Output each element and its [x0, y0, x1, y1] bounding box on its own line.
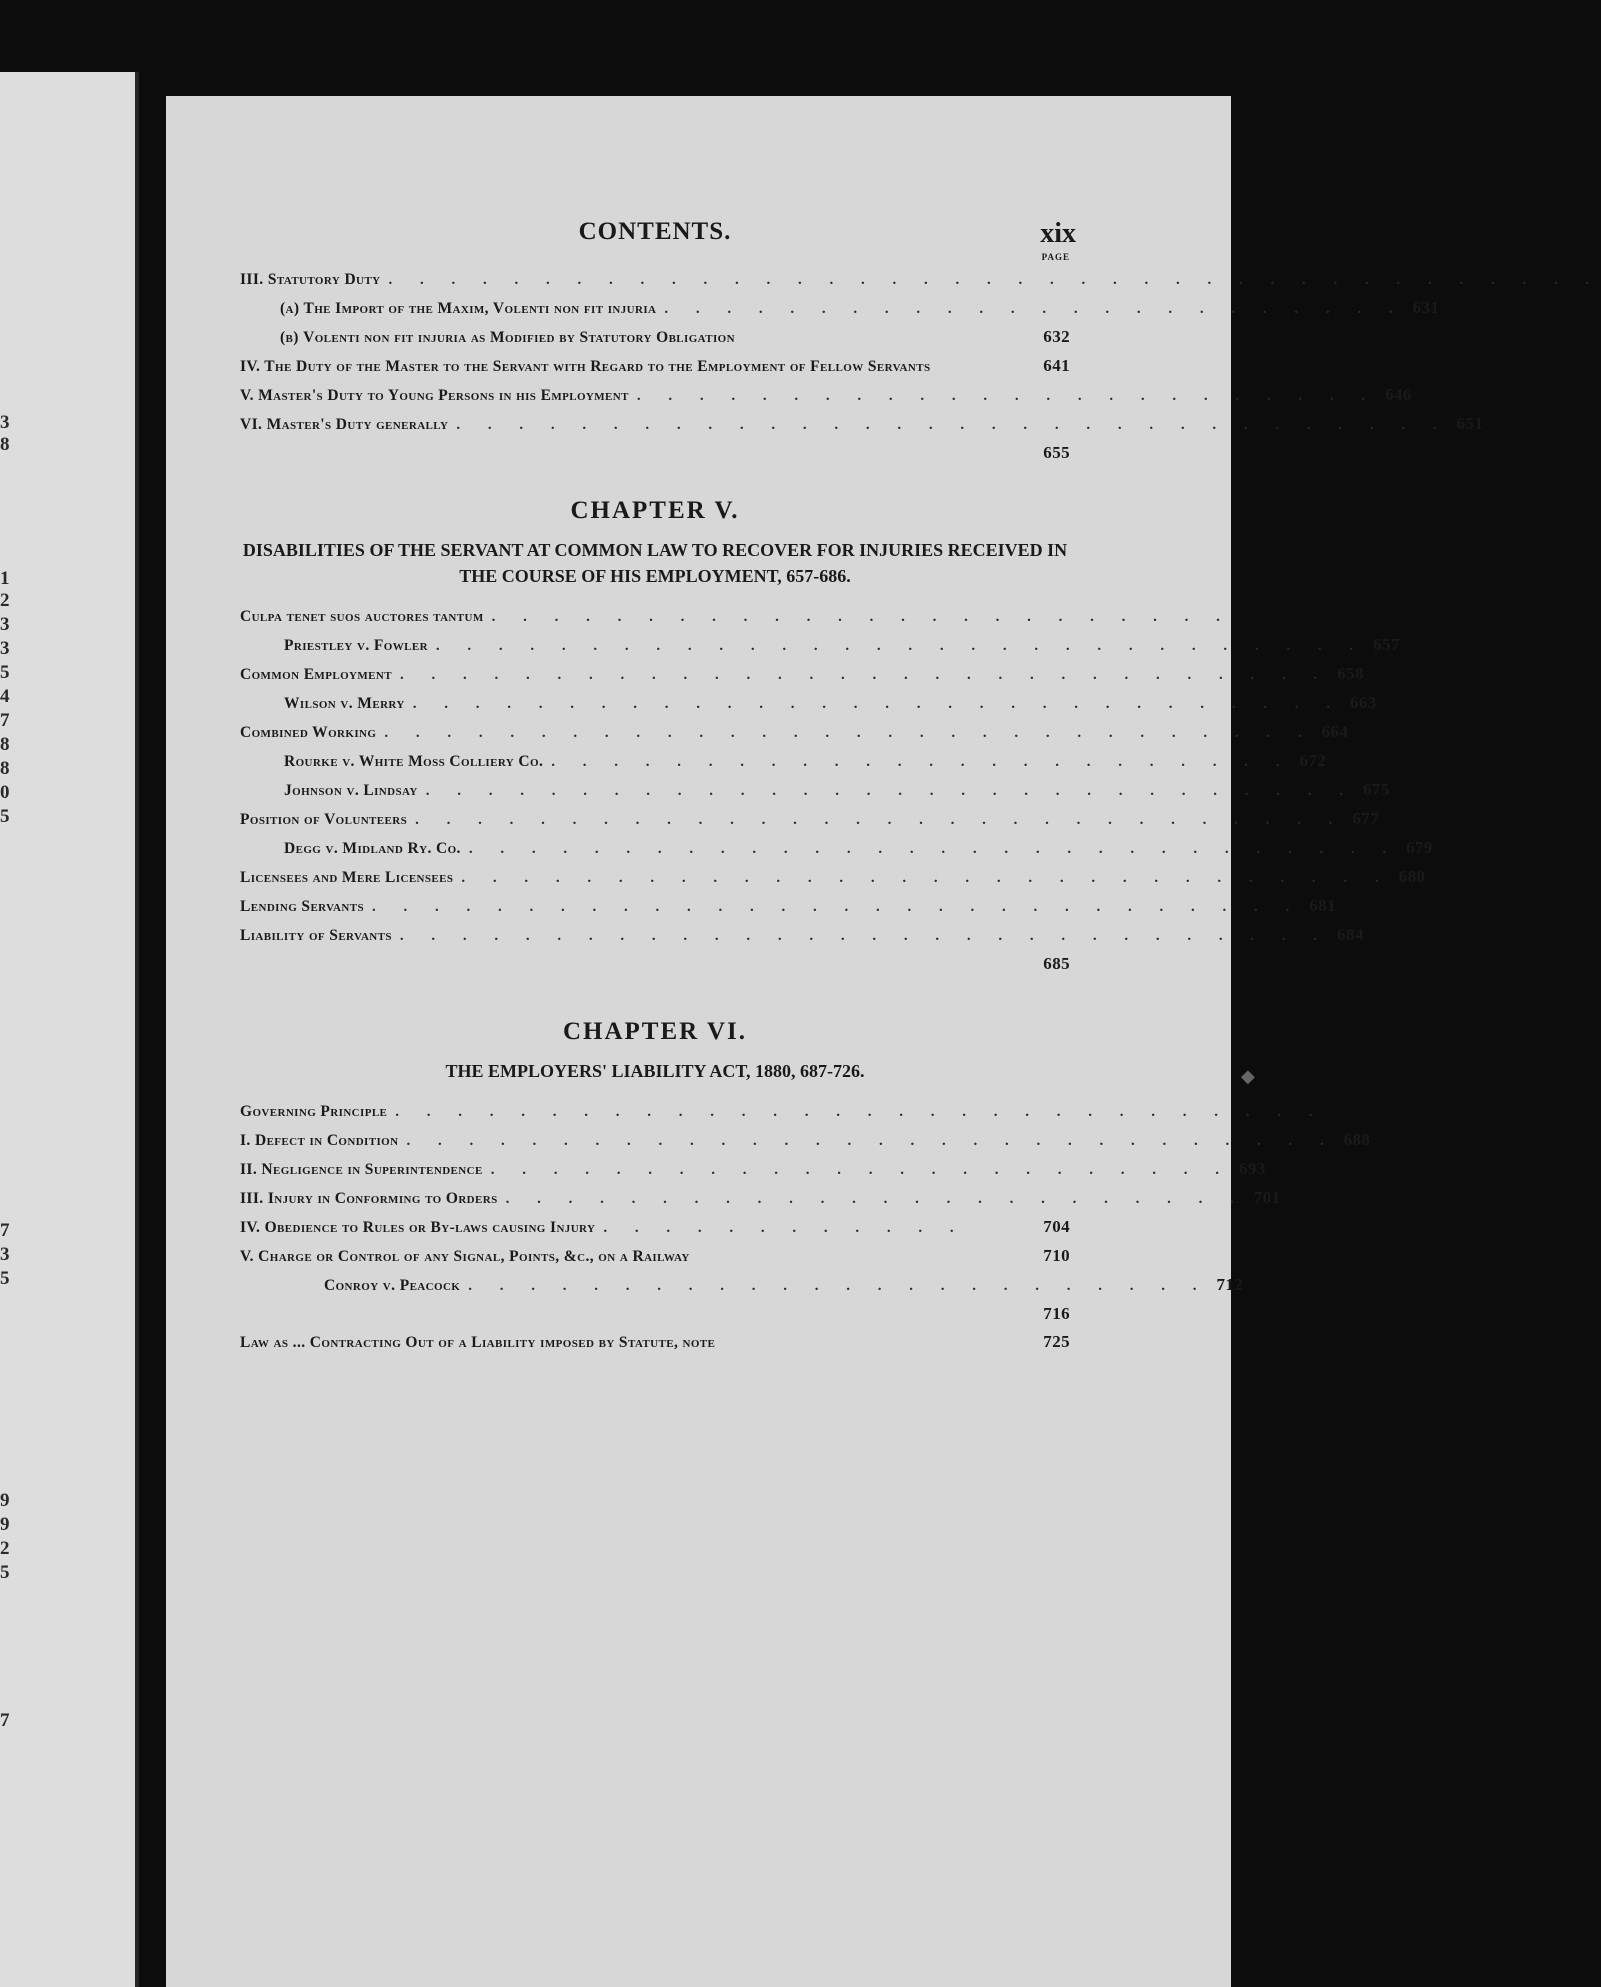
toc-entry-page: 680 [1398, 867, 1426, 886]
toc-entry-title: Culpa tenet suos auctores tantum [240, 608, 484, 625]
page-folio: xix [1040, 218, 1076, 249]
toc-entry [240, 631, 1400, 660]
toc-entry-page: 712 [1216, 1275, 1244, 1294]
toc-entry-title: Johnson v. Lindsay [284, 782, 418, 799]
toc-entry [240, 863, 1426, 892]
toc-entry [240, 439, 1070, 467]
facing-page-number: 3 [0, 638, 10, 659]
toc-entry [240, 1213, 1070, 1242]
dot-leader: . . . . . . . . . . . . . . . . . . . . . . . . . . . . . . [372, 899, 1302, 915]
toc-entry-page: 710 [1043, 1246, 1070, 1265]
toc-entry [240, 921, 1364, 950]
toc-entry [240, 294, 1440, 323]
facing-page-number: 8 [0, 734, 10, 755]
dot-leader: . . . . . . . . . . . . . . . . . . . . . . . . . . . . . . . . [456, 417, 1449, 433]
dot-leader: . . . . . . . . . . . . . . . . . . . . . . . . . . . . . . [399, 928, 1330, 944]
toc-entry-page: 688 [1343, 1130, 1371, 1149]
facing-page-number: 9 [0, 1490, 10, 1511]
toc-entry [240, 410, 1484, 439]
toc-entry-page: 657 [1373, 635, 1400, 654]
facing-page-number: 5 [0, 806, 10, 827]
toc-entry-title: Lending Servants [240, 898, 365, 915]
toc-entry-page: 631 [1412, 298, 1440, 317]
toc-entry-title: Priestley v. Fowler [284, 637, 428, 654]
toc-entry-page: 685 [1043, 954, 1070, 973]
toc-entry [240, 1242, 1070, 1271]
dot-leader: . . . . . . . . . . . . . . . . . . . . . . . . . . . . . . [406, 1133, 1336, 1149]
facing-page-number: 7 [0, 710, 10, 731]
toc-entry-page: 693 [1238, 1159, 1266, 1178]
toc-entry [240, 1328, 1070, 1357]
toc-entry-page: 679 [1406, 838, 1433, 857]
toc-entry-title: III. Injury in Conforming to Orders [240, 1190, 498, 1207]
dot-leader: . . . . . . . . . . . . . . . . . . . . . . . . [490, 1162, 1231, 1178]
facing-page-number: 0 [0, 782, 10, 803]
toc-entry-title: IV. The Duty of the Master to the Servant with Regard to the Employment of Fellow Servants [240, 358, 931, 375]
toc-entry [240, 892, 1336, 921]
toc-entry [240, 660, 1364, 689]
toc-entry-page: 684 [1337, 925, 1364, 944]
facing-page-number: 3 [0, 412, 10, 433]
binding-mark: ◆ [1241, 1066, 1255, 1086]
facing-page-number: 5 [0, 1562, 10, 1583]
toc-entry-title: (β) Volenti non fit injuria as Modified by Statutory Obligation [280, 329, 735, 346]
facing-page-number: 8 [0, 434, 10, 455]
page-column-label: PAGE [1041, 252, 1070, 262]
toc-entry-title: Liability of Servants [240, 927, 392, 944]
toc-entry-page: 655 [1043, 443, 1070, 462]
page-header [240, 218, 1076, 252]
dot-leader: . . . . . . . . . . . . . . . . . . . . . . . . [664, 301, 1405, 317]
toc-entry [240, 950, 1070, 978]
toc-entry-title: Degg v. Midland Ry. Co. [284, 840, 461, 857]
facing-page-number: 9 [0, 1514, 10, 1535]
facing-page-number: 8 [0, 758, 10, 779]
toc-entry-title: Licensees and Mere Licensees [240, 869, 454, 886]
toc-entry-page: 632 [1043, 327, 1070, 346]
toc-entry [240, 266, 1601, 294]
dot-leader: . . . . . . . . . . . . . . . . . . . . . . . . [468, 1278, 1209, 1294]
toc-entry [240, 689, 1377, 718]
facing-page-number: 4 [0, 686, 10, 707]
dot-leader: . . . . . . . . . . . . . . . . . . . . . . . . [636, 388, 1378, 404]
toc-entry [240, 1184, 1281, 1213]
dot-leader: . . . . . . . . . . . . . . . . . . . . . . . . . . . . . . . . . . . . . . . [388, 272, 1601, 288]
toc-entry [240, 603, 1232, 631]
toc-entry [240, 776, 1390, 805]
facing-page-edge [0, 72, 139, 1987]
toc-entry-title: Conroy v. Peacock [324, 1277, 461, 1294]
facing-page-numbers [0, 72, 40, 1987]
toc-entry [240, 1126, 1371, 1155]
dot-leader: . . . . . . . . . . . . . . . . . . . . . . . . . . . . . . [468, 841, 1399, 857]
facing-page-number: 2 [0, 590, 10, 611]
toc-entry-title: IV. Obedience to Rules or By-laws causing Injury [240, 1219, 596, 1236]
toc-entry-title: Law as ... Contracting Out of a Liability imposed by Statute, note [240, 1334, 716, 1351]
toc-entry [240, 1155, 1266, 1184]
toc-entry [240, 1271, 1244, 1300]
dot-leader: . . . . . . . . . . . . . . . . . . . . . . . . . . . . . . [425, 783, 1355, 799]
toc-entry-title: I. Defect in Condition [240, 1132, 399, 1149]
toc-entry-title: (a) The Import of the Maxim, Volenti non fit injuria [280, 300, 657, 317]
toc-entry-page: 716 [1043, 1304, 1070, 1323]
toc-entry-title: Wilson v. Merry [284, 695, 405, 712]
chapter-heading: CHAPTER V. [570, 497, 740, 524]
toc-entry-title: V. Master's Duty to Young Persons in his Employment [240, 387, 629, 404]
chapter-subtitle: THE EMPLOYERS' LIABILITY ACT, 1880, 687-726. [445, 1061, 865, 1081]
toc-entry [240, 1098, 1325, 1126]
facing-page-number: 1 [0, 568, 10, 589]
toc-entry [240, 381, 1412, 410]
toc-entry-page: 641 [1043, 356, 1070, 375]
facing-page-number: 7 [0, 1710, 10, 1731]
toc-entry-page: 664 [1321, 722, 1349, 741]
chapter-heading: CHAPTER VI. [562, 1018, 748, 1045]
toc-entry-page: 677 [1352, 809, 1380, 828]
toc-entry-title: VI. Master's Duty generally [240, 416, 449, 433]
contents-body [240, 218, 1601, 1357]
dot-leader: . . . . . . . . . . . . . . . . . . . . . . . . . . . . . . [384, 725, 1314, 741]
toc-entry-page: 658 [1337, 664, 1364, 683]
dot-leader: . . . . . . . . . . . . . . . . . . . . . . . . . . . . . . [399, 667, 1330, 683]
toc-entry-page: 675 [1362, 780, 1390, 799]
toc-entry [240, 747, 1327, 776]
dot-leader: . . . . . . . . . . . . . . . . . . . . . . . . . . . . . . [435, 638, 1366, 654]
toc-entry-title: Combined Working [240, 724, 377, 741]
toc-entry-page: 681 [1309, 896, 1336, 915]
dot-leader: . . . . . . . . . . . . . . . . . . . . . . . . [505, 1191, 1246, 1207]
toc-entry-page: 704 [1043, 1217, 1070, 1236]
toc-entry [240, 323, 1070, 352]
toc-entry-title: III. Statutory Duty [240, 271, 381, 288]
toc-entry [240, 1300, 1070, 1328]
toc-entry-page: 672 [1299, 751, 1327, 770]
toc-entry-page: 651 [1456, 414, 1484, 433]
facing-page-number: 5 [0, 662, 10, 683]
toc-entry [240, 352, 1070, 381]
toc-entry-page: 646 [1385, 385, 1412, 404]
facing-page-number: 7 [0, 1220, 10, 1241]
dot-leader: . . . . . . . . . . . . . . . . . . . . . . . . . . . . . . [395, 1104, 1325, 1120]
toc-entry-title: II. Negligence in Superintendence [240, 1161, 483, 1178]
toc-entry-title: Governing Principle [240, 1103, 388, 1120]
running-title: CONTENTS. [578, 218, 732, 245]
facing-page-number: 3 [0, 1244, 10, 1265]
toc-entry [240, 834, 1433, 863]
dot-leader: . . . . . . . . . . . . . . . . . . . . . . . . . . . . . . [415, 812, 1345, 828]
dot-leader: . . . . . . . . . . . . . . . . . . . . . . . . . . . . . . [412, 696, 1342, 712]
dot-leader: . . . . . . . . . . . . . . . . . . . . . . . . . . . . . . [461, 870, 1391, 886]
facing-page-number: 2 [0, 1538, 10, 1559]
dot-leader: . . . . . . . . . . . . . . . . . . . . . . . . [551, 754, 1292, 770]
toc-entry-page: 725 [1043, 1332, 1070, 1351]
toc-entry-title: Position of Volunteers [240, 811, 408, 828]
toc-entry-page: 701 [1253, 1188, 1281, 1207]
chapter-subtitle: DISABILITIES OF THE SERVANT AT COMMON LAW TO RECOVER FOR INJURIES RECEIVED IN THE COURSE OF HIS EMPLOYMENT, 657-686. [242, 540, 1068, 586]
toc-entry [240, 718, 1349, 747]
dot-leader: . . . . . . . . . . . . . . . . . . . . . . . . [491, 609, 1232, 625]
toc-entry-title: V. Charge or Control of any Signal, Points, &c., on a Railway [240, 1248, 690, 1265]
facing-page-number: 3 [0, 614, 10, 635]
dot-leader: . . . . . . . . . . . . [603, 1220, 966, 1236]
contents-page [166, 96, 1601, 1987]
toc-entry-title: Rourke v. White Moss Colliery Co. [284, 753, 544, 770]
toc-entry-title: Common Employment [240, 666, 392, 683]
facing-page-number: 5 [0, 1268, 10, 1289]
toc-entry [240, 805, 1380, 834]
toc-entry-page: 663 [1349, 693, 1377, 712]
